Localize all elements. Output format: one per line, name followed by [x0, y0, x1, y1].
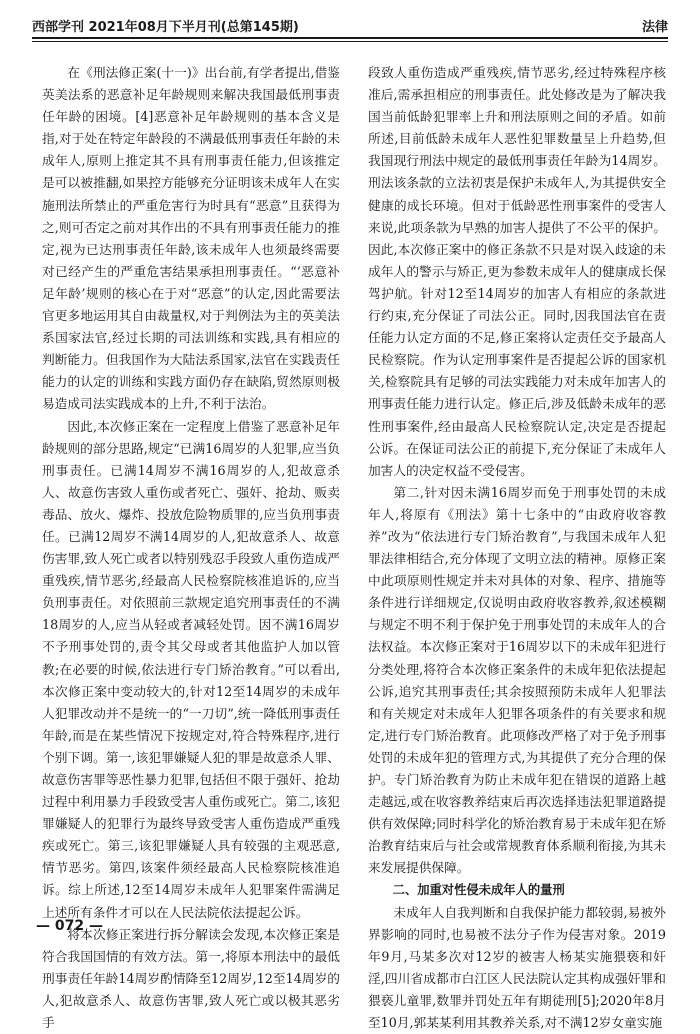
paragraph: 将本次修正案进行拆分解读会发现,本次修正案是符合我国国情的有效方法。第一,将原本刑法中的最低刑事责任年龄14周岁酌情降至12周岁,12至14周岁的人,犯故意杀人、故意伤害罪,致人死亡或以极其恶劣手 [42, 926, 340, 1031]
journal-title: 西部学刊 2021年08月下半月刊(总第145期) [32, 20, 299, 35]
header-rule-thick [32, 37, 668, 39]
page-header [32, 8, 668, 38]
header-rule-thin [32, 41, 668, 42]
paragraph: 因此,本次修正案在一定程度上借鉴了恶意补足年龄规则的部分思路,规定“已满16周岁的人犯罪,应当负刑事责任。已满14周岁不满16周岁的人,犯故意杀人、故意伤害致人重伤或者死亡、强奸、抢劫、贩卖毒品、放火、爆炸、投放危险物质罪的,应当负刑事责任。已满12周岁不满14周岁的人,犯故意杀人、故意伤害罪,致人死亡或者以特别残忍手段致人重伤造成严重残疾,情节恶劣,经最高人民检察院核准追诉的,应当负刑事责任。对依照前三款规定追究刑事责任的不满18周岁的人,应当从轻或者减轻处罚。因不满16周岁不予刑事处罚的,责令其父母或者其他监护人加以管教;在必要的时候,依法进行专门矫治教育。”可以看出,本次修正案中变动较大的,针对12至14周岁的未成年人犯罪改动并不是统一的“一刀切”,统一降低刑事责任年龄,而是在某些情况下按规定对,符合特殊程序,进行个别下调。第一,该犯罪嫌疑人犯的罪是故意杀人罪、故意伤害罪等恶性暴力犯罪,包括但不限于强奸、抢劫过程中利用暴力手段致受害人重伤或死亡。第二,该犯罪嫌疑人的犯罪行为最终导致受害人重伤造成严重残疾或死亡。第三,该犯罪嫌疑人具有较强的主观恶意,情节恶劣。第四,该案件须经最高人民检察院核准追诉。综上所述,12至14周岁未成年人犯罪案件需满足上述所有条件才可以在人民法院依法提起公诉。 [42, 418, 340, 920]
paragraph: 在《刑法修正案(十一)》出台前,有学者提出,借鉴英美法系的恶意补足年龄规则来解决我国最低刑事责任年龄的困境。[4]恶意补足年龄规则的基本含义是指,对于处在特定年龄段的不满最低刑事责任年龄的未成年人,原则上推定其不具有刑事责任能力,但该推定是可以被推翻,如果控方能够充分证明该未成年人在实施刑法所禁止的严重危害行为时具有“恶意”且获得为之,则可否定之前对其作出的不具有刑事责任能力的推定,视为已达刑事责任年龄,该未成年人也须最终需要对已经产生的严重危害结果承担刑事责任。“‘恶意补足年龄’规则的核心在于对“恶意”的认定,因此需要法官更多地运用其自由裁量权,对于判例法为主的英美法系国家法官,经过长期的司法训练和实践,具有相应的判断能力。但我国作为大陆法系国家,法官在实践责任能力的认定的训练和实践方面仍存在缺陷,贸然原则极易造成司法实践成本的上升,不利于法治。 [42, 65, 340, 412]
section-name: 法律 [641, 20, 668, 35]
right-column [368, 62, 666, 1031]
paragraph: 未成年人自我判断和自我保护能力都较弱,易被外界影响的同时,也易被不法分子作为侵害对象。2019年9月,马某多次对12岁的被害人杨某实施猥亵和奸淫,四川省成都市白江区人民法院认定其构成强奸罪和猥亵儿童罪,数罪并罚处五年有期徒刑[5];2020年8月至10月,郭某某利用其教养关系,对不满12岁女童实施 [368, 904, 666, 1031]
paragraph: 段致人重伤造成严重残疾,情节恶劣,经过特殊程序核准后,需承担相应的刑事责任。此处修改是为了解决我国当前低龄犯罪率上升和刑法原则之间的矛盾。如前所述,目前低龄未成年人恶性犯罪数量呈上升趋势,但我国现行刑法中规定的最低刑事责任年龄为14周岁。刑法该条款的立法初衷是保护未成年人,为其提供安全健康的成长环境。但对于低龄恶性刑事案件的受害人来说,此项条款为早熟的加害人提供了不公平的保护。因此,本次修正案中的修正条款不只是对误入歧途的未成年人的警示与矫正,更为参数未成年人的健康成长保驾护航。针对12至14周岁的加害人有相应的条款进行约束,充分保证了司法公正。同时,因我国法官在责任能力认定方面的不足,修正案将认定责任交予最高人民检察院。作为认定刑事案件是否提起公诉的国家机关,检察院具有足够的司法实践能力对未成年加害人的刑事责任能力进行认定。修正后,涉及低龄未成年的恶性刑事案件,经由最高人民检察院认定,决定是否提起公诉。在保证司法公正的前提下,充分保证了未成年人加害人的决定权益不受侵害。 [368, 65, 666, 478]
paragraph: 第二,针对因未满16周岁而免于刑事处罚的未成年人,将原有《刑法》第十七条中的“由政府收容教养”改为“依法进行专门矫治教育”,与我国未成年人犯罪法律相结合,充分体现了文明立法的精神。原修正案中此项原则性规定并未对具体的对象、程序、措施等条件进行详细规定,仅说明由政府收容教养,叙述模糊与规定不明不利于保护免于刑事处罚的未成年人的合法权益。本次修正案对于16周岁以下的未成年犯进行分类处理,将符合本次修正案条件的未成年犯依法提起公诉,追究其刑事责任;其余按照预防未成年人犯罪法和有关规定对未成年人犯罪各项条件的有关要求和规定,进行专门矫治教育。此项修改严格了对于免予刑事处罚的未成年犯的管理方式,为其提供了充分合理的保护。专门矫治教育为防止未成年犯在错误的道路上越走越远,或在收容教养结束后再次选择违法犯罪道路提供有效保障;同时科学化的矫治教育易于未成年犯在矫治教育结束后与社会或常规教育体系顺利衔接,为其未来发展提供保障。 [368, 484, 666, 876]
section-heading: 二、加重对性侵未成年人的量刑 [392, 883, 565, 898]
page-number: — 072 — [36, 918, 103, 934]
